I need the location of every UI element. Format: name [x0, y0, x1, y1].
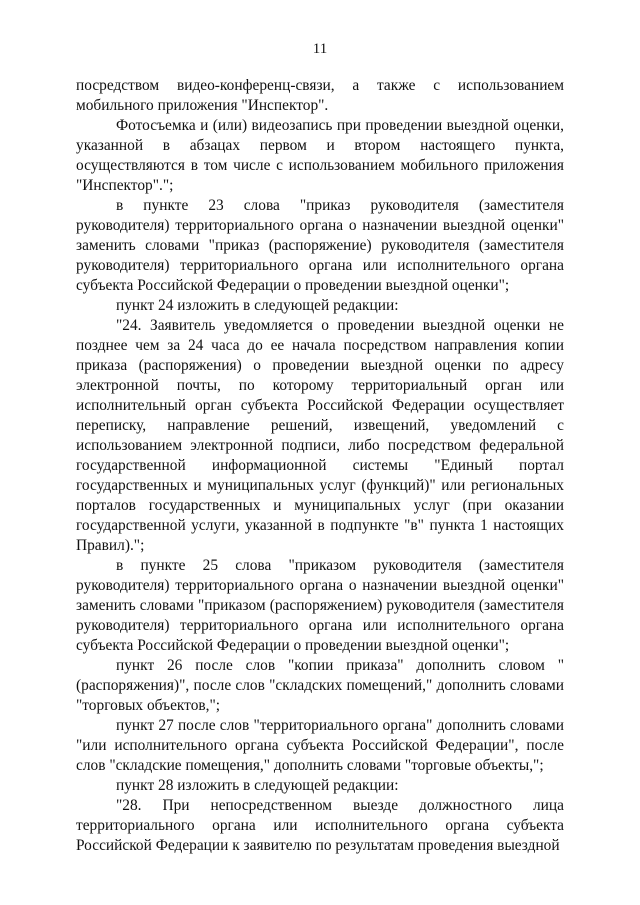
page-number: 11	[312, 41, 328, 57]
document-body	[76, 76, 564, 856]
paragraph-10: "28. При непосредственном выезде должностного лица территориального органа или исполнительного органа субъекта Российской Федерации к заявителю по результатам проведения выездной	[76, 797, 564, 854]
paragraph-2: Фотосъемка и (или) видеозапись при проведении выездной оценки, указанной в абзацах первом и втором настоящего пункта, осуществляются в том числе с использованием мобильного приложения "Инспектор".";	[76, 117, 564, 194]
paragraph-7: пункт 26 после слов "копии приказа" дополнить словом "(распоряжения)", после слов "складских помещений," дополнить словами "торговых объектов,";	[76, 657, 564, 714]
paragraph-3: в пункте 23 слова "приказ руководителя (заместителя руководителя) территориального органа о назначении выездной оценки" заменить словами "приказ (распоряжение) руководителя (заместителя руководителя) территориального органа или исполнительного органа субъекта Российской Федерации о проведении выездной оценки";	[76, 197, 564, 294]
paragraph-5: "24. Заявитель уведомляется о проведении выездной оценки не позднее чем за 24 часа до ее начала посредством направления копии приказа (распоряжения) о проведении выездной оценки по адресу электронной почты, по которому территориальный орган или исполнительный орган субъекта Российской Федерации осуществляет переписку, направление решений, извещений, уведомлений с использованием электронной подписи, либо посредством федеральной государственной информационной системы "Единый портал государственных и муниципальных услуг (функций)" или региональных порталов государственных и муниципальных услуг (при оказании государственной услуги, указанной в подпункте "в" пункта 1 настоящих Правил).";	[76, 317, 564, 554]
paragraph-6: в пункте 25 слова "приказом руководителя (заместителя руководителя) территориального органа о назначении выездной оценки" заменить словами "приказом (распоряжением) руководителя (заместителя руководителя) территориального органа или исполнительного органа субъекта Российской Федерации о проведении выездной оценки";	[76, 557, 564, 654]
paragraph-4: пункт 24 изложить в следующей редакции:	[116, 297, 399, 314]
paragraph-9: пункт 28 изложить в следующей редакции:	[116, 777, 399, 794]
paragraph-1: посредством видео-конференц-связи, а также с использованием мобильного приложения "Инспектор".	[76, 77, 564, 114]
paragraph-8: пункт 27 после слов "территориального органа" дополнить словами "или исполнительного органа субъекта Российской Федерации", после слов "складские помещения," дополнить словами "торговые объекты,";	[76, 717, 564, 774]
